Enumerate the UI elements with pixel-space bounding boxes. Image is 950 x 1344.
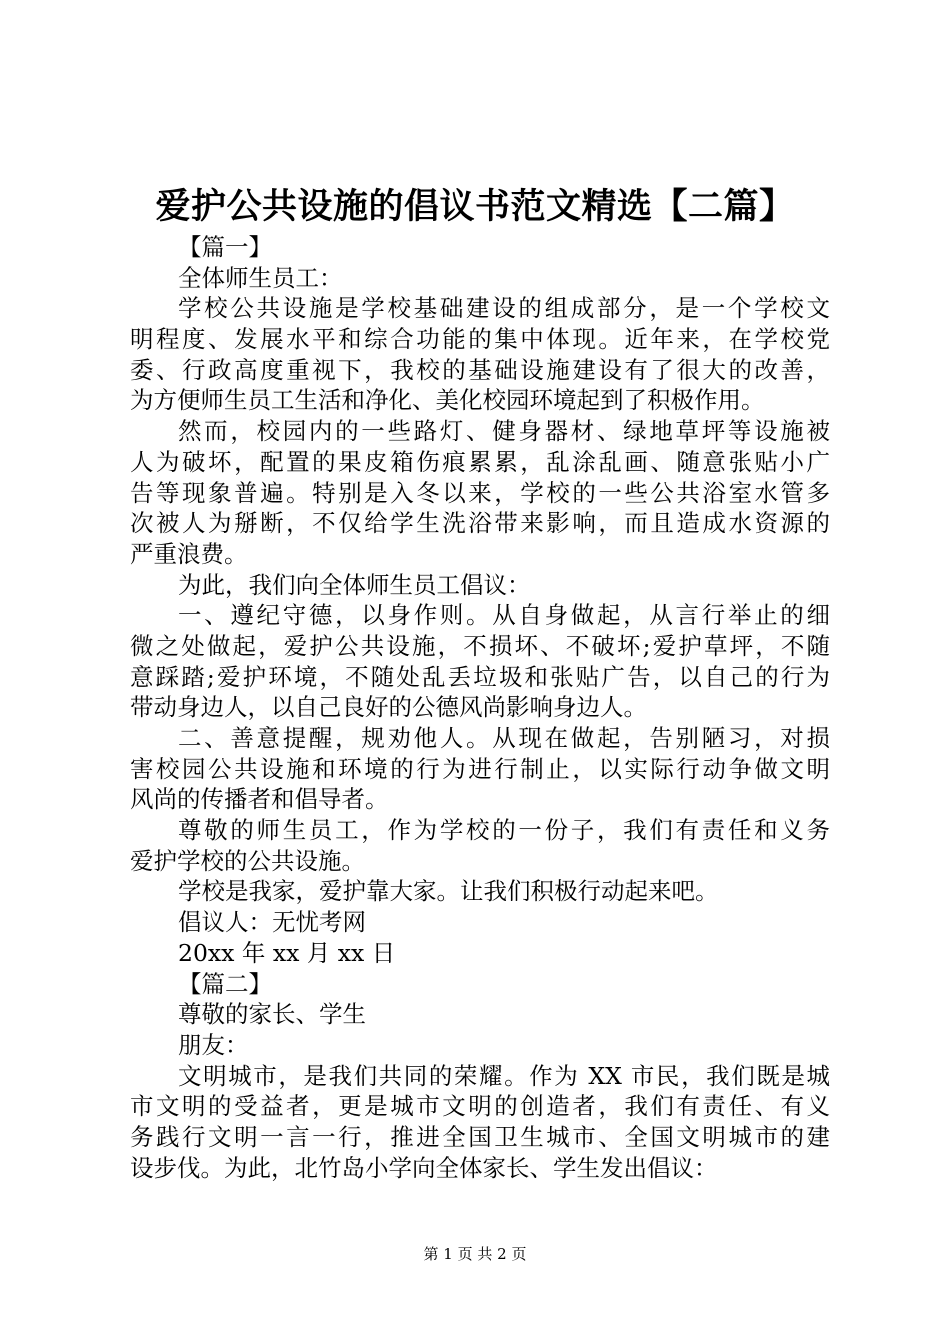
body-line: 委、行政高度重视下，我校的基础设施建设有了很大的改善， (130, 355, 830, 384)
document-body (130, 232, 830, 1183)
body-line: 全体师生员工： (178, 263, 343, 292)
body-line: 害校园公共设施和环境的行为进行制止，以实际行动争做文明 (130, 754, 830, 783)
body-line: 严重浪费。 (130, 539, 248, 568)
body-line: 文明城市，是我们共同的荣耀。作为 XX 市民，我们既是城 (178, 1061, 830, 1090)
body-line: 明程度、发展水平和综合功能的集中体现。近年来，在学校党 (130, 325, 830, 354)
document-title: 爱护公共设施的倡议书范文精选【二篇】 (155, 187, 795, 227)
body-line: 【篇一】 (178, 233, 272, 261)
body-line: 微之处做起，爱护公共设施，不损坏、不破坏;爱护草坪，不随 (130, 631, 830, 660)
body-line: 【篇二】 (178, 969, 272, 998)
body-line: 倡议人：无忧考网 (178, 908, 366, 937)
body-line: 20xx 年 xx 月 xx 日 (178, 938, 396, 967)
body-line: 然而，校园内的一些路灯、健身器材、绿地草坪等设施被 (178, 417, 830, 446)
body-line: 朋友： (178, 1030, 249, 1059)
body-line: 爱护学校的公共设施。 (130, 846, 365, 875)
body-line: 尊敬的师生员工，作为学校的一份子，我们有责任和义务 (178, 816, 830, 845)
body-line: 学校公共设施是学校基础建设的组成部分，是一个学校文 (178, 294, 830, 323)
body-line: 意踩踏;爱护环境，不随处乱丢垃圾和张贴广告，以自己的行为 (130, 662, 830, 691)
body-line: 人为破坏，配置的果皮箱伤痕累累，乱涂乱画、随意张贴小广 (130, 447, 830, 476)
body-line: 学校是我家，爱护靠大家。让我们积极行动起来吧。 (178, 877, 719, 906)
body-line: 为此，我们向全体师生员工倡议： (178, 570, 531, 599)
body-line: 带动身边人，以自己良好的公德风尚影响身边人。 (130, 693, 647, 722)
body-line: 一、遵纪守德，以身作则。从自身做起，从言行举止的细 (178, 601, 830, 630)
body-line: 市文明的受益者，更是城市文明的创造者，我们有责任、有义 (130, 1092, 830, 1121)
page-footer: 第 1 页 共 2 页 (423, 1245, 527, 1263)
body-line: 务践行文明一言一行，推进全国卫生城市、全国文明城市的建 (130, 1122, 830, 1151)
body-line: 风尚的传播者和倡导者。 (130, 785, 389, 814)
body-line: 次被人为掰断，不仅给学生洗浴带来影响，而且造成水资源的 (130, 509, 830, 538)
body-line: 为方便师生员工生活和净化、美化校园环境起到了积极作用。 (130, 386, 765, 415)
body-line: 二、善意提醒，规劝他人。从现在做起，告别陋习，对损 (178, 724, 830, 752)
body-line: 告等现象普遍。特别是入冬以来，学校的一些公共浴室水管多 (130, 478, 830, 507)
body-line: 设步伐。为此，北竹岛小学向全体家长、学生发出倡议： (130, 1153, 718, 1182)
body-line: 尊敬的家长、学生 (178, 1000, 366, 1029)
